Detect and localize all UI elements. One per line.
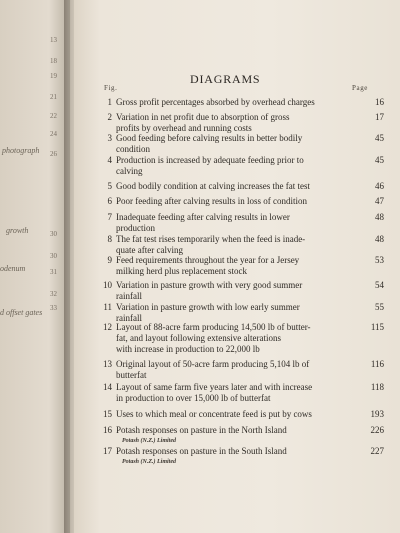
figure-number: 17 bbox=[103, 446, 112, 456]
page-number: 54 bbox=[375, 280, 384, 290]
left-page-number: 18 bbox=[50, 57, 57, 65]
figure-caption bbox=[116, 155, 346, 177]
left-page-number: 21 bbox=[50, 93, 57, 101]
page-number: 45 bbox=[375, 155, 384, 165]
figure-number: 9 bbox=[107, 255, 112, 265]
page-number: 47 bbox=[375, 196, 384, 206]
page-number: 53 bbox=[375, 255, 384, 265]
page-column-header: Page bbox=[352, 84, 369, 92]
figure-caption bbox=[116, 425, 346, 447]
caption-line: Poor feeding after calving results in loss of condition bbox=[116, 196, 307, 206]
figure-caption bbox=[116, 181, 346, 192]
figure-number: 1 bbox=[107, 97, 112, 107]
page-number: 48 bbox=[375, 212, 384, 222]
figure-caption bbox=[116, 446, 346, 468]
figure-number: 8 bbox=[107, 234, 112, 244]
figure-number: 6 bbox=[107, 196, 112, 206]
left-page-number: 33 bbox=[50, 304, 57, 312]
figure-caption bbox=[116, 255, 346, 277]
figure-caption bbox=[116, 97, 346, 108]
caption-line: milking herd plus replacement stock bbox=[116, 266, 247, 276]
left-page-number: 26 bbox=[50, 150, 57, 158]
left-page-number: 32 bbox=[50, 290, 57, 298]
caption-line: The fat test rises temporarily when the feed is inade- bbox=[116, 234, 306, 244]
figure-number: 15 bbox=[103, 409, 112, 419]
left-page-number: 30 bbox=[50, 252, 57, 260]
figure-number: 7 bbox=[107, 212, 112, 222]
caption-line: Layout of same farm five years later and with increase bbox=[116, 382, 313, 392]
figure-number: 14 bbox=[103, 382, 112, 392]
caption-line: rainfall bbox=[116, 291, 142, 301]
figure-number: 10 bbox=[103, 280, 112, 290]
caption-line: butterfat bbox=[116, 370, 147, 380]
figure-caption bbox=[116, 359, 346, 381]
caption-line: Production is increased by adequate feeding prior to bbox=[116, 155, 304, 165]
page-number: 55 bbox=[375, 302, 384, 312]
left-page-number: 31 bbox=[50, 268, 57, 276]
page-number: 17 bbox=[375, 112, 384, 122]
figure-number: 16 bbox=[103, 425, 112, 435]
caption-line: condition bbox=[116, 144, 150, 154]
figure-credit: Potash (N.Z.) Limited bbox=[122, 438, 176, 444]
figure-caption bbox=[116, 212, 346, 234]
figure-caption bbox=[116, 196, 346, 207]
page-title: DIAGRAMS bbox=[190, 72, 261, 86]
figure-number: 12 bbox=[103, 322, 112, 332]
figure-number: 2 bbox=[107, 112, 112, 122]
figure-caption bbox=[116, 133, 346, 155]
fig-column-header: Fig. bbox=[104, 84, 118, 92]
caption-line: Variation in pasture growth with very good summer bbox=[116, 280, 303, 290]
caption-line: Good feeding before calving results in better bodily bbox=[116, 133, 303, 143]
caption-line: Good bodily condition at calving increases the fat test bbox=[116, 181, 310, 191]
page-number: 16 bbox=[375, 97, 384, 107]
caption-line: quate after calving bbox=[116, 245, 183, 255]
left-page-number: 30 bbox=[50, 230, 57, 238]
figure-caption bbox=[116, 302, 346, 324]
left-page-fragment: d offset gates bbox=[0, 308, 43, 317]
page-number: 45 bbox=[375, 133, 384, 143]
page-number: 226 bbox=[370, 425, 384, 435]
left-page-number: 13 bbox=[50, 36, 57, 44]
figure-number: 5 bbox=[107, 181, 112, 191]
left-page-fragment: growth bbox=[6, 226, 29, 235]
caption-line: Original layout of 50-acre farm producing 5,104 lb of bbox=[116, 359, 310, 369]
caption-line: Gross profit percentages absorbed by overhead charges bbox=[116, 97, 315, 107]
figure-caption bbox=[116, 409, 346, 420]
left-page-number: 22 bbox=[50, 112, 57, 120]
figure-credit: Potash (N.Z.) Limited bbox=[122, 459, 176, 465]
figure-caption bbox=[116, 322, 346, 355]
caption-line: Uses to which meal or concentrate feed is put by cows bbox=[116, 409, 312, 419]
figure-number: 11 bbox=[103, 302, 112, 312]
caption-line: Variation in pasture growth with low early summer bbox=[116, 302, 300, 312]
page-number: 193 bbox=[370, 409, 384, 419]
figure-number: 4 bbox=[107, 155, 112, 165]
left-page bbox=[0, 0, 70, 533]
caption-line: profits by overhead and running costs bbox=[116, 123, 252, 133]
figure-caption bbox=[116, 234, 346, 256]
figure-caption bbox=[116, 382, 346, 404]
caption-line: fat, and layout following extensive alterations bbox=[116, 333, 281, 343]
caption-line: Inadequate feeding after calving results in lower bbox=[116, 212, 290, 222]
figure-caption bbox=[116, 280, 346, 302]
caption-line: production bbox=[116, 223, 155, 233]
page-number: 118 bbox=[370, 382, 384, 392]
caption-line: calving bbox=[116, 166, 143, 176]
caption-line: rainfall bbox=[116, 313, 142, 323]
caption-line: Feed requirements throughout the year for a Jersey bbox=[116, 255, 300, 265]
page-number: 116 bbox=[370, 359, 384, 369]
figure-caption bbox=[116, 112, 346, 134]
figure-number: 3 bbox=[107, 133, 112, 143]
caption-line: in production to over 15,000 lb of butterfat bbox=[116, 393, 271, 403]
caption-line: Potash responses on pasture in the South Island bbox=[116, 446, 287, 456]
page-number: 48 bbox=[375, 234, 384, 244]
page-number: 115 bbox=[370, 322, 384, 332]
left-page-fragment: odenum bbox=[0, 264, 26, 273]
left-page-number: 24 bbox=[50, 130, 57, 138]
left-page-number: 19 bbox=[50, 72, 57, 80]
caption-line: Potash responses on pasture in the North Island bbox=[116, 425, 287, 435]
caption-line: Variation in net profit due to absorption of gross bbox=[116, 112, 290, 122]
figure-number: 13 bbox=[103, 359, 112, 369]
left-page-fragment: photograph bbox=[2, 146, 40, 155]
page-number: 227 bbox=[370, 446, 384, 456]
caption-line: Layout of 88-acre farm producing 14,500 lb of butter- bbox=[116, 322, 311, 332]
page-number: 46 bbox=[375, 181, 384, 191]
caption-line: with increase in production to 22,000 lb bbox=[116, 344, 260, 354]
